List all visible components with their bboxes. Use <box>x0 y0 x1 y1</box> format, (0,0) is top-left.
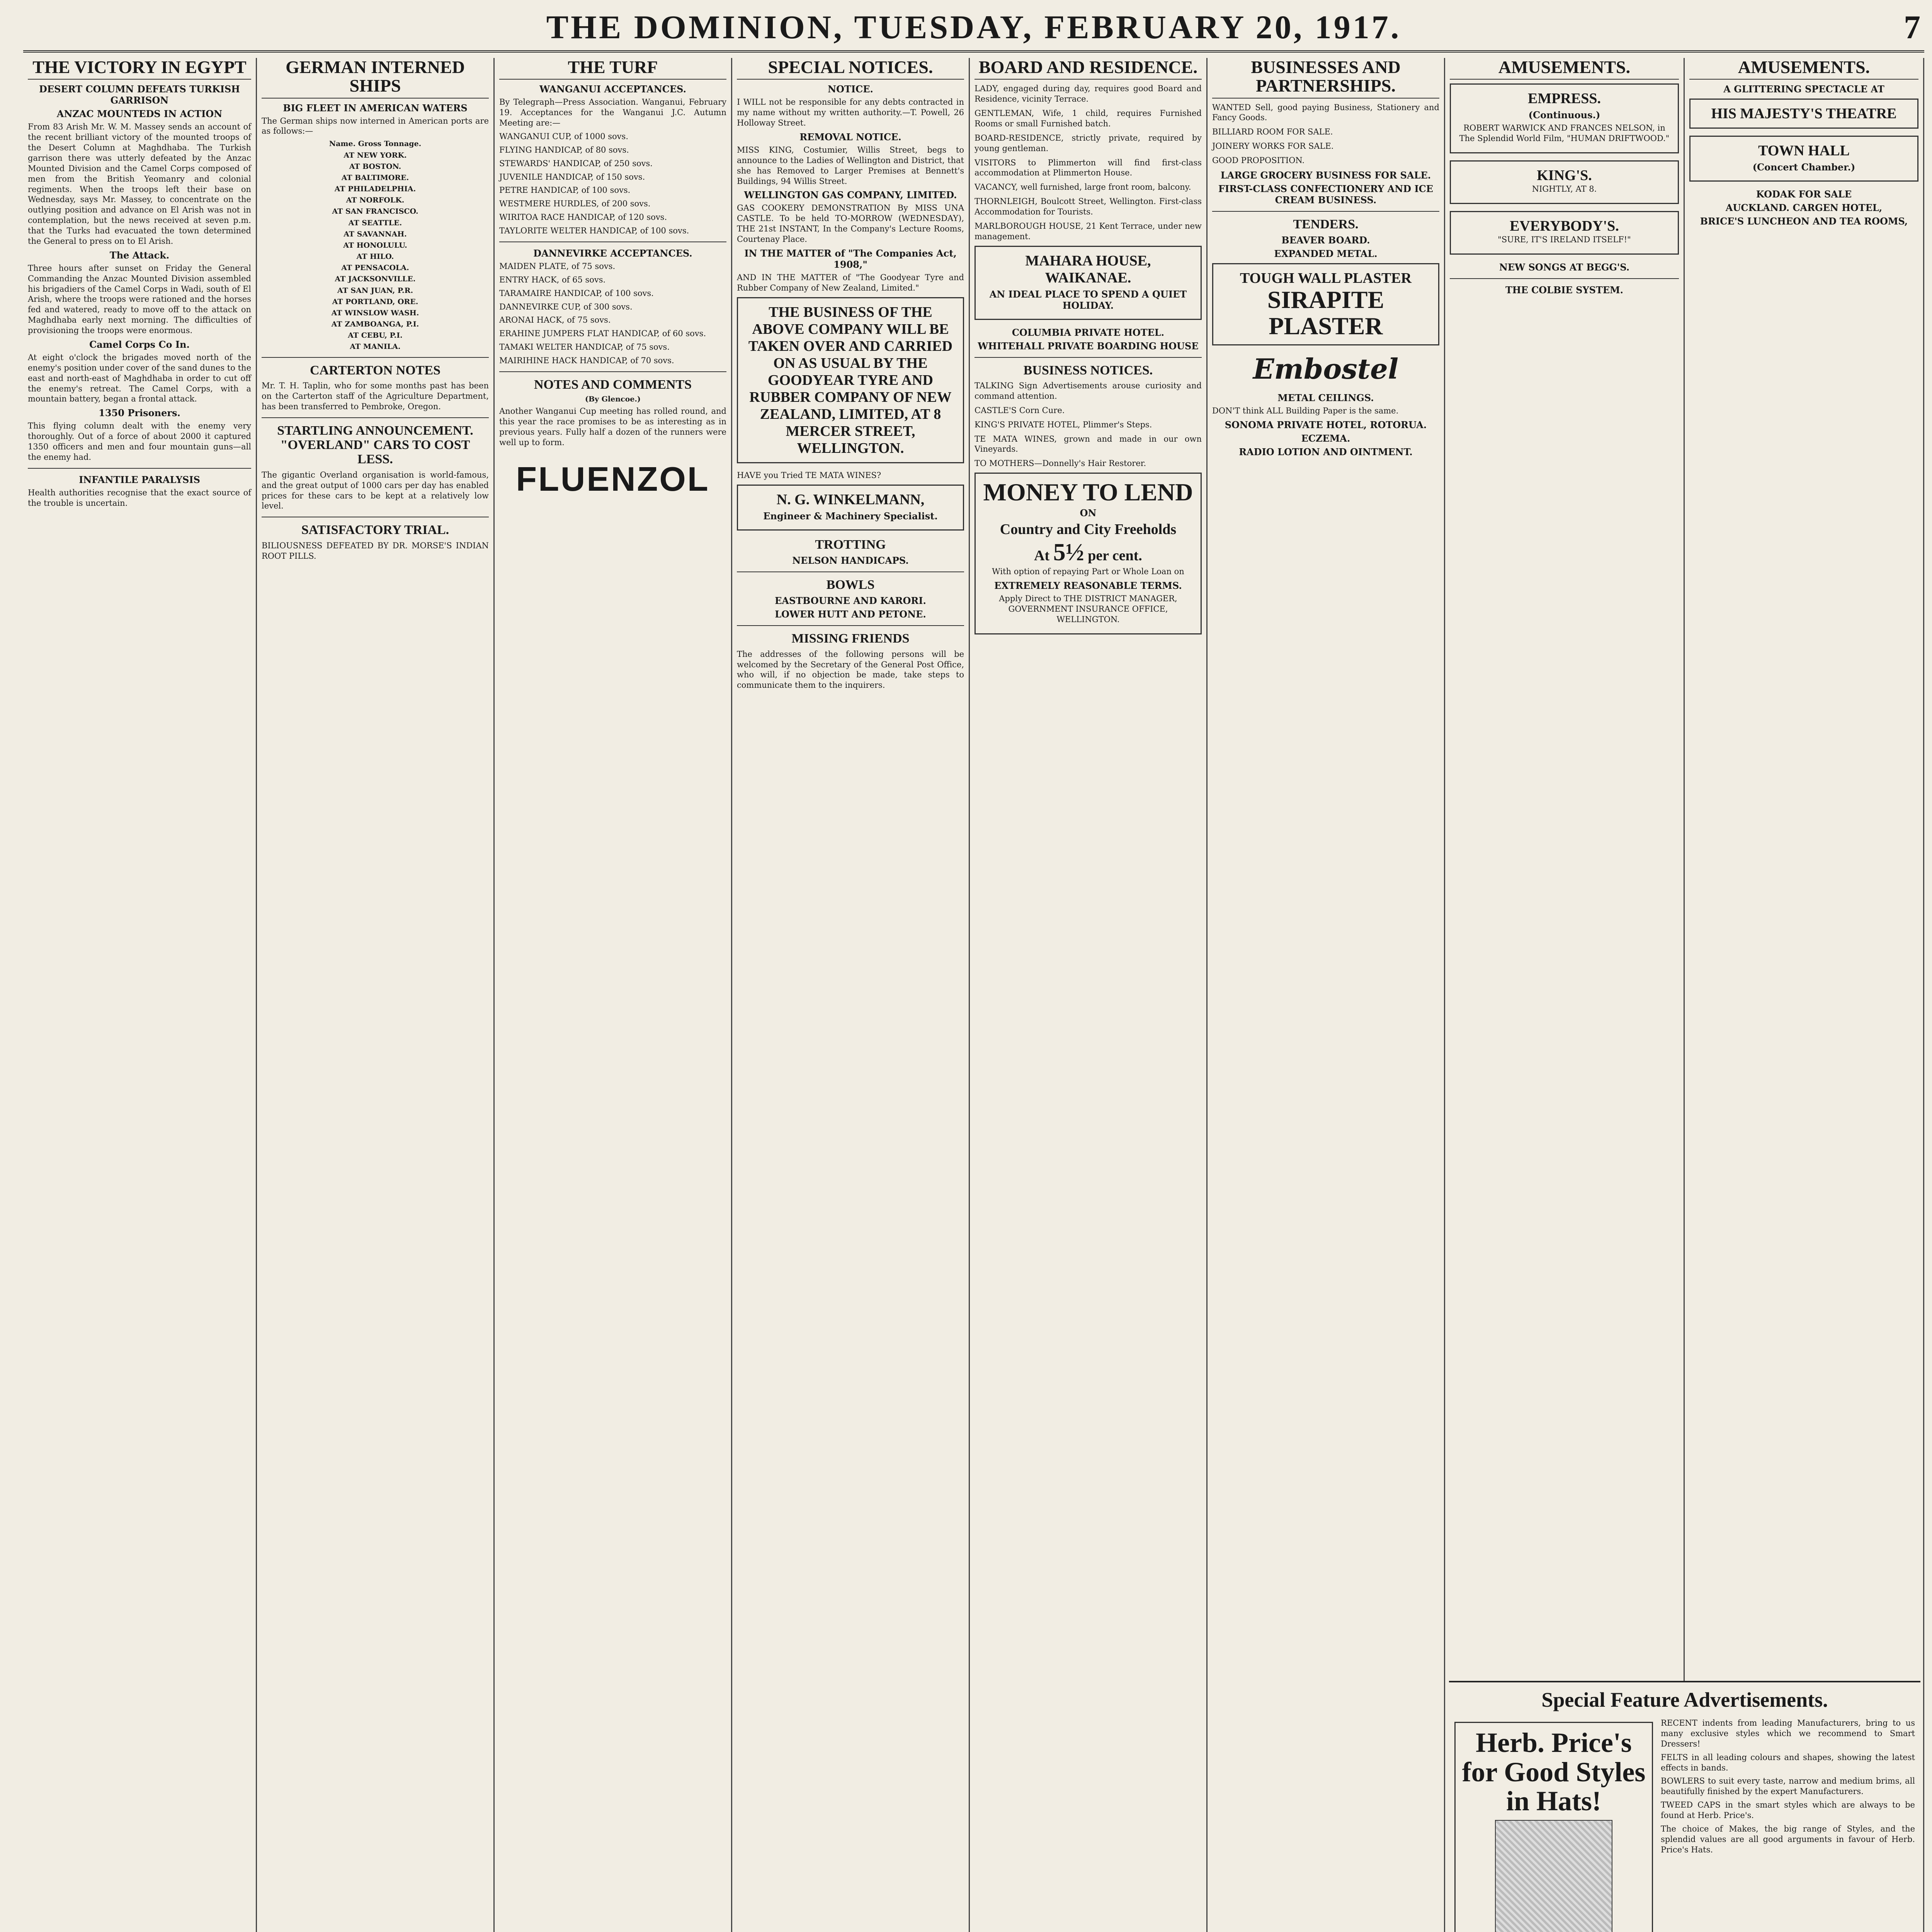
list-item: JUVENILE HANDICAP, of 150 sovs. <box>499 172 645 182</box>
kings-ad <box>1450 160 1679 204</box>
special-feature-block <box>1449 1681 1920 1932</box>
list-item: VACANCY, well furnished, large front room, balcony. <box>975 182 1191 192</box>
town-hall-ad <box>1689 136 1918 182</box>
amusements-1 <box>1450 58 1679 296</box>
list-item: MAIRIHINE HACK HANDICAP, of 70 sovs. <box>499 356 674 366</box>
mahara-title: MAHARA HOUSE, WAIKANAE. <box>1025 252 1151 286</box>
list-item: VISITORS to Plimmerton will find first-class accommodation at Plimmerton House. <box>975 158 1202 178</box>
divider <box>737 625 964 626</box>
notice-title: WELLINGTON GAS COMPANY, LIMITED. <box>744 189 957 201</box>
notice-title: SONOMA PRIVATE HOTEL, ROTORUA. <box>1225 419 1427 430</box>
headline: THE TURF <box>499 58 726 80</box>
notice-title: NEW SONGS AT BEGG'S. <box>1499 261 1630 273</box>
list-item: ENTRY HACK, of 65 sovs. <box>499 275 606 284</box>
notice-title: COLUMBIA PRIVATE HOTEL. <box>1012 327 1165 338</box>
column-amusements-1 <box>1445 58 1685 1932</box>
page-columns <box>23 58 1924 1932</box>
special-notices <box>737 58 964 690</box>
embostel-logo: Embostel <box>1253 352 1399 385</box>
victory-article <box>28 58 251 509</box>
article-body: Three hours after sunset on Friday the General Commanding the Anzac Mounted Division assembled his brigadiers of the Camel Corps in Wadi, south of El Arish, where the troops were rationed and the horses fed and watered, ready to move off to the attack on Maghdhaba early next morning. The difficulties of provisioning the troops were enormous. <box>28 263 251 335</box>
list-item: KING'S PRIVATE HOTEL, Plimmer's Steps. <box>975 420 1152 429</box>
list-item: TALKING Sign Advertisements arouse curiosity and command attention. <box>975 381 1202 401</box>
list-item: TAMAKI WELTER HANDICAP, of 75 sovs. <box>499 342 670 352</box>
everybodys-body: "SURE, IT'S IRELAND ITSELF!" <box>1498 235 1631 244</box>
business-items <box>1212 102 1439 166</box>
column-turf <box>495 58 732 1932</box>
list-item: MAIDEN PLATE, of 75 sovs. <box>499 261 616 271</box>
list-item: AT SAN JUAN, P.R. <box>337 286 413 295</box>
herb-price-hat-text: Herb. Price's for Good Styles in Hats! <box>1462 1727 1646 1817</box>
list-item: AT SAN FRANCISCO. <box>332 207 418 216</box>
notice-title: AUCKLAND. CARGEN HOTEL, <box>1725 202 1883 214</box>
list-item: WESTMERE HURDLES, of 200 sovs. <box>499 199 651 209</box>
list-item: GENTLEMAN, Wife, 1 child, requires Furnished Rooms or small Furnished batch. <box>975 109 1202 128</box>
notice-title: EXPANDED METAL. <box>1274 248 1378 260</box>
list-item: AT SAVANNAH. <box>344 230 407 238</box>
list-item: WIRITOA RACE HANDICAP, of 120 sovs. <box>499 213 667 222</box>
subhead: DANNEVIRKE ACCEPTANCES. <box>533 247 692 259</box>
section-heading: TENDERS. <box>1293 217 1359 231</box>
subhead: NELSON HANDICAPS. <box>792 554 909 566</box>
amusements-2 <box>1689 58 1918 227</box>
notice-title: ECZEMA. <box>1301 432 1350 444</box>
headline: BUSINESSES AND PARTNERSHIPS. <box>1212 58 1439 99</box>
list-item: AT HONOLULU. <box>343 241 407 250</box>
list-item: MARLBOROUGH HOUSE, 21 Kent Terrace, under new management. <box>975 221 1202 241</box>
herb-price-hat-ad <box>1454 1722 1653 1932</box>
article-body: BILIOUSNESS DEFEATED BY DR. MORSE'S INDIAN ROOT PILLS. <box>262 541 489 561</box>
business-list <box>975 381 1202 469</box>
notice-title: FIRST-CLASS CONFECTIONERY AND ICE CREAM BUSINESS. <box>1218 183 1434 206</box>
section-heading: The Attack. <box>109 249 170 261</box>
article-body: Another Wanganui Cup meeting has rolled round, and this year the race promises to be as interesting as in previous years. Fully half a dozen of the runners were well up to form. <box>499 406 726 447</box>
ships-article <box>262 58 489 561</box>
divider <box>28 468 251 469</box>
byline: (By Glencoe.) <box>585 395 641 404</box>
tweed-text: TWEED CAPS in the smart styles which are always to be found at Herb. Price's. <box>1661 1800 1915 1820</box>
notice-body: HAVE you Tried TE MATA WINES? <box>737 470 881 480</box>
article-body: The German ships now interned in American ports are as follows:— <box>262 116 489 136</box>
embostel-sub: METAL CEILINGS. <box>1277 392 1374 403</box>
notice-title: WHITEHALL PRIVATE BOARDING HOUSE <box>978 340 1199 352</box>
column-amusements-2 <box>1685 58 1924 1932</box>
money-contact: Apply Direct to THE DISTRICT MANAGER, GOVERNMENT INSURANCE OFFICE, WELLINGTON. <box>999 594 1177 624</box>
article-body: From 83 Arish Mr. W. M. Massey sends an account of the recent brilliant victory of the mounted troops of the Desert Column at Maghdhaba. The Turkish garrison there was utterly defeated by the Anzac Mounted Division and the Camel Corps composed of men from the British Yeomanry and colonial regiments. When the troops left their base on Wednesday, says Mr. Massey, to concentrate on the outlying position and advance on El Arish was not in contemplation, but the news received at seven p.m. that the Turks had evacuated the town determined the General to press on to El Arish. <box>28 122 251 246</box>
everybodys-ad <box>1450 211 1679 255</box>
kings-body: NIGHTLY, AT 8. <box>1532 184 1597 194</box>
headline: AMUSEMENTS. <box>1450 58 1679 80</box>
subhead: BIG FLEET IN AMERICAN WATERS <box>283 102 468 114</box>
money-title: MONEY TO LEND <box>983 478 1193 506</box>
divider <box>499 371 726 372</box>
money-rate: 5½ <box>1053 538 1084 566</box>
winkelmann-title: N. G. WINKELMANN, <box>776 491 925 508</box>
masthead <box>23 8 1924 53</box>
list-item: CASTLE'S Corn Cure. <box>975 405 1065 415</box>
notice-title: LARGE GROCERY BUSINESS FOR SALE. <box>1220 169 1431 181</box>
list-item: TARAMAIRE HANDICAP, of 100 sovs. <box>499 288 654 298</box>
list-item: STEWARDS' HANDICAP, of 250 sovs. <box>499 158 653 168</box>
section-heading: TROTTING <box>815 537 886 552</box>
list-item: AT HILO. <box>356 252 394 261</box>
column-war-news <box>23 58 257 1932</box>
ports-list <box>262 151 489 352</box>
herb-price-row <box>1454 1718 1915 1932</box>
notice-title: KODAK FOR SALE <box>1756 189 1852 200</box>
money-at: At <box>1034 548 1050 564</box>
divider <box>262 357 489 358</box>
list-item: AT PORTLAND, ORE. <box>332 297 418 306</box>
headline: THE VICTORY IN EGYPT <box>28 58 251 80</box>
his-majestys-ad <box>1689 99 1918 129</box>
list-item: FLYING HANDICAP, of 80 sovs. <box>499 145 629 155</box>
winkelmann-ad <box>737 485 964 531</box>
list-item: BOARD-RESIDENCE, strictly private, required by young gentleman. <box>975 133 1202 153</box>
list-item: WANTED Sell, good paying Business, Stationery and Fancy Goods. <box>1212 102 1439 122</box>
dannevirke-list <box>499 261 726 366</box>
money-on: ON <box>1080 507 1097 519</box>
wanted-list <box>975 83 1202 242</box>
money-terms: EXTREMELY REASONABLE TERMS. <box>994 580 1182 592</box>
divider <box>1212 211 1439 212</box>
article-body: This flying column dealt with the enemy very thoroughly. Out of a force of about 2000 it captured 1350 officers and men and four mountain guns—all the enemy had. <box>28 421 251 462</box>
list-item: AT WINSLOW WASH. <box>331 308 419 317</box>
list-item: PETRE HANDICAP, of 100 sovs. <box>499 185 631 195</box>
section-heading: SATISFACTORY TRIAL. <box>301 523 449 537</box>
mahara-body: AN IDEAL PLACE TO SPEND A QUIET HOLIDAY. <box>989 288 1187 311</box>
article-body: The addresses of the following persons will be welcomed by the Secretary of the General Post Office, who will, if no objection be made, take steps to communicate them to the inquirers. <box>737 649 964 690</box>
list-item: AT JACKSONVILLE. <box>335 275 416 284</box>
money-unit: per cent. <box>1088 548 1142 564</box>
divider <box>975 357 1202 358</box>
column-special-notices <box>732 58 970 1932</box>
section-heading: STARTLING ANNOUNCEMENT. "OVERLAND" CARS TO COST LESS. <box>277 423 473 467</box>
empress-title: EMPRESS. <box>1528 90 1601 107</box>
everybodys-title: EVERYBODY'S. <box>1510 218 1619 234</box>
list-item: JOINERY WORKS FOR SALE. <box>1212 141 1334 151</box>
list-item: TAYLORITE WELTER HANDICAP, of 100 sovs. <box>499 226 689 236</box>
section-heading: BUSINESS NOTICES. <box>1023 363 1153 378</box>
column-ships <box>257 58 495 1932</box>
list-item: BILLIARD ROOM FOR SALE. <box>1212 127 1333 137</box>
column-board <box>970 58 1208 1932</box>
notice-body: MISS KING, Costumier, Willis Street, begs to announce to the Ladies of Wellington and District, that she has Removed to Larger Premises at Bennett's Buildings, 94 Willis Street. <box>737 145 964 186</box>
newspaper-title: THE DOMINION, TUESDAY, FEBRUARY 20, 1917. <box>546 9 1401 46</box>
list-item: AT NORFOLK. <box>346 196 405 205</box>
page-number: 7 <box>1904 9 1920 46</box>
empress-sub: (Continuous.) <box>1528 109 1600 121</box>
divider <box>262 417 489 418</box>
businesses <box>1212 58 1439 457</box>
section-heading: NOTES AND COMMENTS <box>534 377 692 392</box>
herb-price-copy <box>1661 1718 1915 1932</box>
section-heading: 1350 Prisoners. <box>99 407 180 419</box>
kings-title: KING'S. <box>1537 167 1592 184</box>
headline: BOARD AND RESIDENCE. <box>975 58 1202 80</box>
plaster-title: TOUGH WALL PLASTER <box>1240 270 1412 287</box>
winkelmann-sub: Engineer & Machinery Specialist. <box>763 510 938 522</box>
notice-title: BRICE'S LUNCHEON AND TEA ROOMS, <box>1700 216 1908 227</box>
article-body: Mr. T. H. Taplin, who for some months past has been on the Carterton staff of the Agriculture Department, has been transferred to Pembroke, Oregon. <box>262 381 489 411</box>
subhead: EASTBOURNE AND KARORI. <box>775 595 926 607</box>
theatre-title: HIS MAJESTY'S THEATRE <box>1711 105 1897 122</box>
subhead: ANZAC MOUNTEDS IN ACTION <box>56 108 223 120</box>
list-item: AT PHILADELPHIA. <box>334 185 416 194</box>
races-list <box>499 131 726 236</box>
section-heading: MISSING FRIENDS <box>791 631 910 646</box>
money-option: With option of repaying Part or Whole Loan on <box>992 567 1184 577</box>
fluenzol-ad: FLUENZOL <box>516 459 710 498</box>
turf-article <box>499 58 726 499</box>
article-body: Health authorities recognise that the exact source of the trouble is uncertain. <box>28 488 251 508</box>
section-heading: INFANTILE PARALYSIS <box>79 474 200 485</box>
board-residence <box>975 58 1202 634</box>
list-item: WANGANUI CUP, of 1000 sovs. <box>499 131 629 141</box>
town-hall-sub: (Concert Chamber.) <box>1752 162 1855 173</box>
divider <box>737 571 964 572</box>
subhead: LOWER HUTT AND PETONE. <box>775 609 926 620</box>
list-item: AT ZAMBOANGA, P.I. <box>331 320 419 329</box>
headline: GERMAN INTERNED SHIPS <box>262 58 489 99</box>
empress-body: ROBERT WARWICK AND FRANCES NELSON, in The Splendid World Film, "HUMAN DRIFTWOOD." <box>1459 123 1670 143</box>
notice-body: I WILL not be responsible for any debts contracted in my name without my written authority.—T. Powell, 26 Holloway Street. <box>737 97 964 128</box>
theatre-intro: A GLITTERING SPECTACLE AT <box>1723 83 1884 95</box>
special-title: Special Feature Advertisements. <box>1541 1688 1828 1711</box>
goodyear-text: THE BUSINESS OF THE ABOVE COMPANY WILL BE TAKEN OVER AND CARRIED ON AS USUAL BY THE GOODYEAR TYRE AND RUBBER COMPANY OF NEW ZEALAND, LIMITED, AT 8 MERCER STREET, WELLINGTON. <box>748 304 953 456</box>
subhead: DESERT COLUMN DEFEATS TURKISH GARRISON <box>39 83 240 106</box>
list-item: AT BALTIMORE. <box>341 173 409 182</box>
column-businesses <box>1208 58 1445 1932</box>
notice-title: IN THE MATTER of "The Companies Act, 1908," <box>744 247 957 270</box>
list-item: THORNLEIGH, Boulcott Street, Wellington. First-class Accommodation for Tourists. <box>975 197 1202 217</box>
list-item: ARONAI HACK, of 75 sovs. <box>499 315 611 325</box>
list-item: TO MOTHERS—Donnelly's Hair Restorer. <box>975 459 1146 468</box>
divider <box>1450 278 1679 279</box>
notice-title: THE COLBIE SYSTEM. <box>1505 284 1624 296</box>
notice-body: DON'T think ALL Building Paper is the same. <box>1212 406 1399 415</box>
plaster-ad <box>1212 263 1439 345</box>
notice-title: BEAVER BOARD. <box>1281 235 1370 246</box>
money-subtitle: Country and City Freeholds <box>1000 521 1177 538</box>
list-item: AT BOSTON. <box>349 162 401 171</box>
list-item: TE MATA WINES, grown and made in our own Vineyards. <box>975 434 1202 454</box>
recent-text: RECENT indents from leading Manufacturers, bring to us many exclusive styles which we recommend to Smart Dressers! <box>1661 1718 1915 1748</box>
felts-text: FELTS in all leading colours and shapes, showing the latest effects in bands. <box>1661 1752 1915 1772</box>
section-heading: CARTERTON NOTES <box>310 363 440 378</box>
list-item: LADY, engaged during day, requires good Board and Residence, vicinity Terrace. <box>975 84 1202 104</box>
money-to-lend-ad <box>975 473 1202 634</box>
list-item: DANNEVIRKE CUP, of 300 sovs. <box>499 302 633 311</box>
headline: SPECIAL NOTICES. <box>737 58 964 80</box>
article-body: By Telegraph—Press Association. Wanganui, February 19. Acceptances for the Wanganui J.C. Autumn Meeting are:— <box>499 97 726 128</box>
goodyear-ad <box>737 297 964 463</box>
list-item: GOOD PROPOSITION. <box>1212 156 1305 165</box>
headline: AMUSEMENTS. <box>1689 58 1918 80</box>
notice-body: GAS COOKERY DEMONSTRATION By MISS UNA CASTLE. To be held TO-MORROW (WEDNESDAY), THE 21st INSTANT, In the Company's Lecture Rooms, Courtenay Place. <box>737 203 964 244</box>
notice-title: NOTICE. <box>828 83 873 95</box>
subhead: WANGANUI ACCEPTANCES. <box>539 83 687 95</box>
hat-illustration-icon <box>1495 1820 1612 1932</box>
bowlers-text: BOWLERS to suit every taste, narrow and medium brims, all beautifully finished by the expert Manufacturers. <box>1661 1776 1915 1796</box>
notice-title: REMOVAL NOTICE. <box>799 131 901 143</box>
list-item: AT CEBU, P.I. <box>348 331 403 340</box>
choice-text: The choice of Makes, the big range of Styles, and the splendid values are all good arguments in favour of Herb. Price's Hats. <box>1661 1824 1915 1854</box>
town-hall-title: TOWN HALL <box>1758 143 1850 159</box>
empress-ad <box>1450 83 1679 153</box>
money-rate-line <box>981 538 1195 566</box>
list-item: AT MANILA. <box>350 342 401 351</box>
list-item: AT PENSACOLA. <box>341 264 409 272</box>
article-body: The gigantic Overland organisation is world-famous, and the great output of 1000 cars per day has enabled prices for these cars to be kept at a relatively low level. <box>262 470 489 511</box>
sirapite-name: SIRAPITE PLASTER <box>1267 286 1384 340</box>
notice-title: RADIO LOTION AND OINTMENT. <box>1239 446 1413 457</box>
list-item: AT SEATTLE. <box>348 218 402 227</box>
section-heading: BOWLS <box>826 577 875 592</box>
mahara-ad <box>975 246 1202 320</box>
list-item: AT NEW YORK. <box>344 151 407 160</box>
notice-body: AND IN THE MATTER of "The Goodyear Tyre and Rubber Company of New Zealand, Limited." <box>737 272 964 293</box>
list-item: ERAHINE JUMPERS FLAT HANDICAP, of 60 sovs. <box>499 329 706 338</box>
table-header: Name. Gross Tonnage. <box>329 139 422 148</box>
section-heading: Camel Corps Co In. <box>89 338 190 350</box>
article-body: At eight o'clock the brigades moved north of the enemy's position under cover of the sand dunes to the east and north-east of Maghdhaba in order to cut off the enemy's retreat. The Camel Corps, with a mountain battery, began a frontal attack. <box>28 352 251 404</box>
